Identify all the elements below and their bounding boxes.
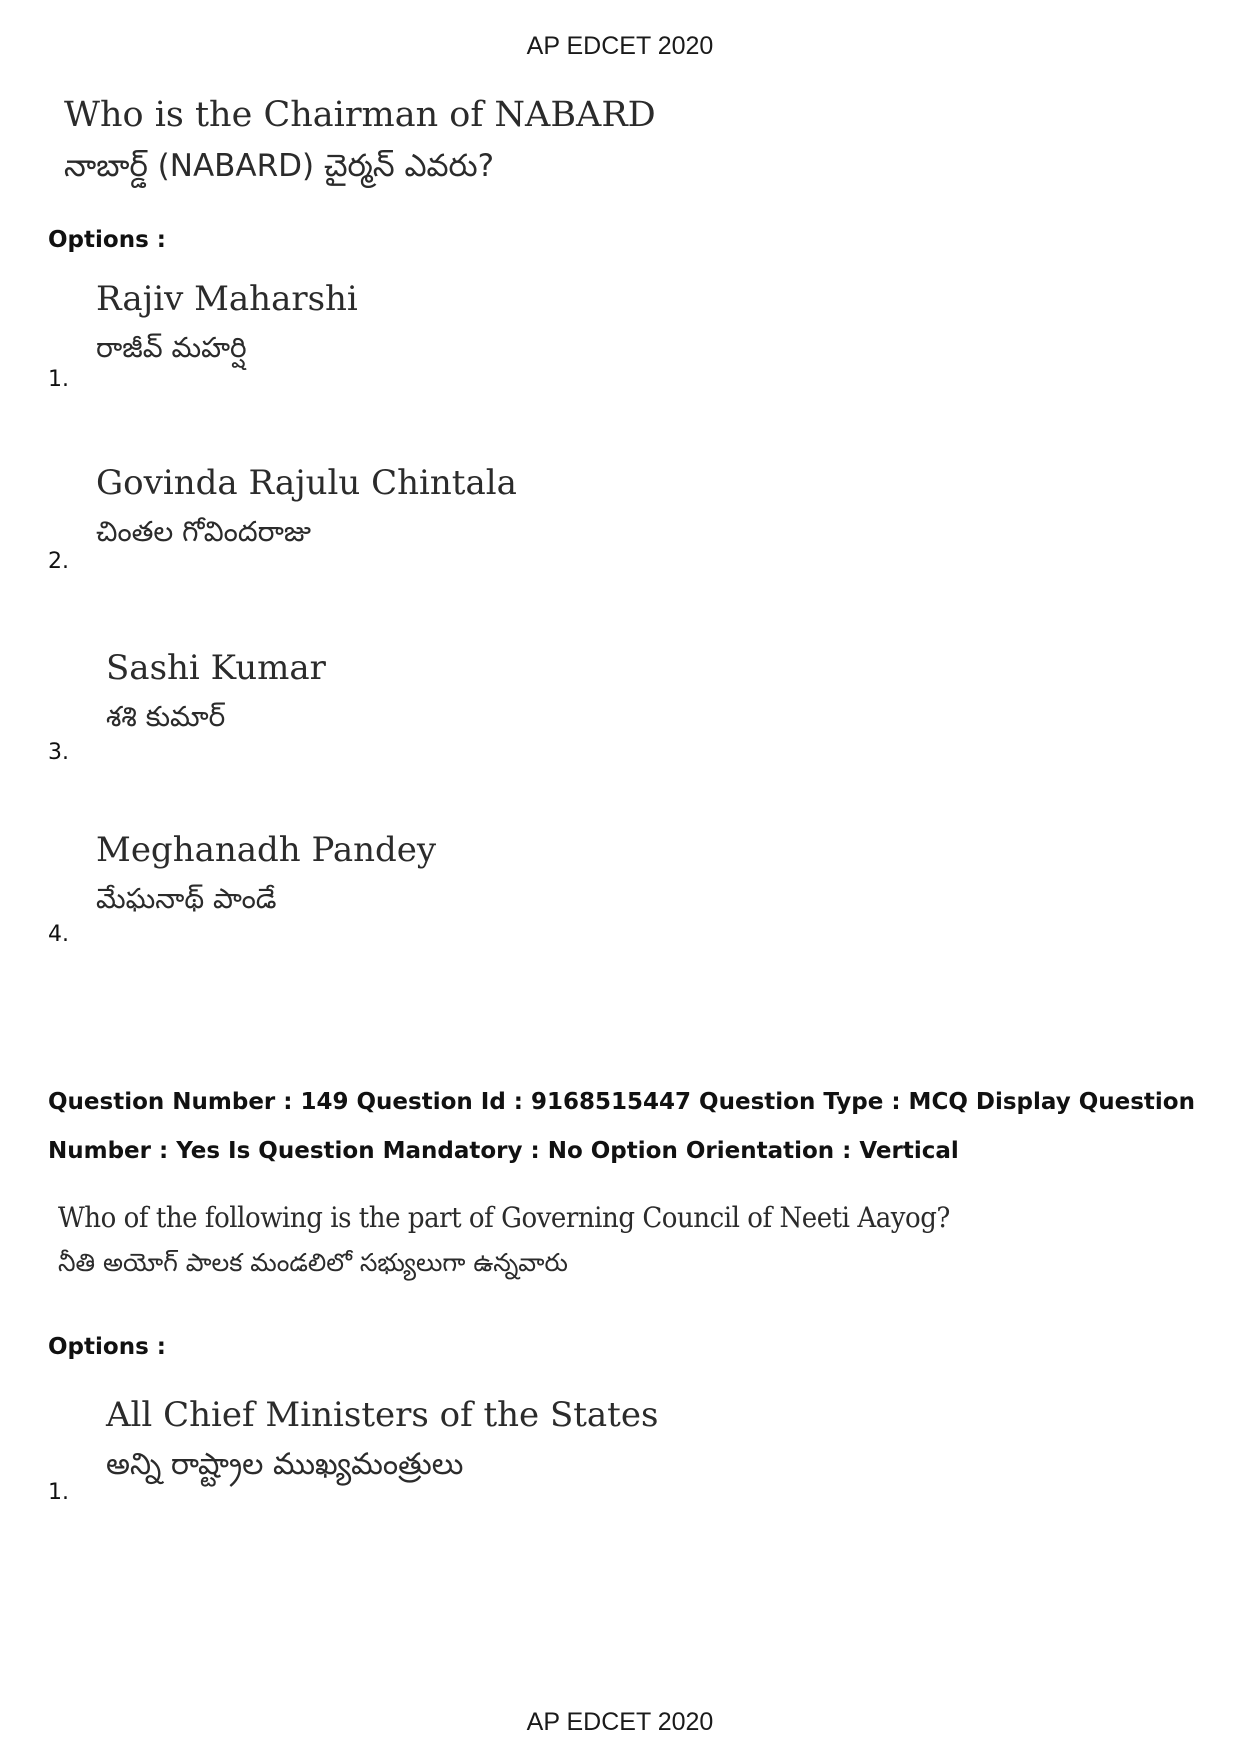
- option-2-image: [96, 463, 517, 548]
- question-148-image: [64, 95, 656, 184]
- option-4-number: 4.: [48, 922, 69, 947]
- option-2-text-en: Govinda Rajulu Chintala: [96, 463, 517, 503]
- page-header: AP EDCET 2020: [526, 32, 714, 60]
- option-4-text-te: మేఘనాథ్ పాండే: [96, 882, 277, 915]
- option-1-number: 1.: [48, 367, 69, 392]
- option-3-text-te: శశి కుమార్: [106, 700, 226, 733]
- option-1-text-te: రాజీవ్ మహర్షి: [96, 331, 247, 364]
- option-4-text-en: Meghanadh Pandey: [96, 830, 437, 870]
- question-meta-line-1: Question Number : 149 Question Id : 9168515447 Question Type : MCQ Display Question: [48, 1089, 1195, 1115]
- question-148-text-te: నాబార్డ్ (NABARD) చైర్మన్ ఎవరు?: [64, 148, 495, 184]
- option-149-1-text-en: All Chief Ministers of the States: [106, 1395, 659, 1435]
- option-4-image: [96, 830, 437, 915]
- option-1-text-en: Rajiv Maharshi: [96, 279, 358, 319]
- option-1-image: [96, 279, 358, 364]
- question-148-text-en: Who is the Chairman of NABARD: [64, 95, 656, 135]
- option-3-number: 3.: [48, 740, 69, 765]
- page-footer: AP EDCET 2020: [526, 1708, 714, 1736]
- question-149-text-te: నీతి అయోగ్ పాలక మండలిలో సభ్యులుగా ఉన్నవారు: [58, 1248, 568, 1277]
- option-149-1-number: 1.: [48, 1480, 69, 1505]
- question-149-image: [58, 1201, 1017, 1277]
- options-label: Options :: [48, 227, 166, 253]
- options-label-149: Options :: [48, 1334, 166, 1360]
- option-2-number: 2.: [48, 549, 69, 574]
- option-149-1-image: [106, 1395, 659, 1482]
- option-3-image: [106, 648, 326, 733]
- question-149-text-en: Who of the following is the part of Governing Council of Neeti Aayog?: [58, 1201, 950, 1234]
- option-2-text-te: చింతల గోవిందరాజు: [96, 515, 311, 548]
- option-3-text-en: Sashi Kumar: [106, 648, 326, 688]
- option-149-1-text-te: అన్ని రాష్ట్రాల ముఖ్యమంత్రులు: [106, 1447, 464, 1482]
- question-meta-line-2: Number : Yes Is Question Mandatory : No Option Orientation : Vertical: [48, 1138, 959, 1164]
